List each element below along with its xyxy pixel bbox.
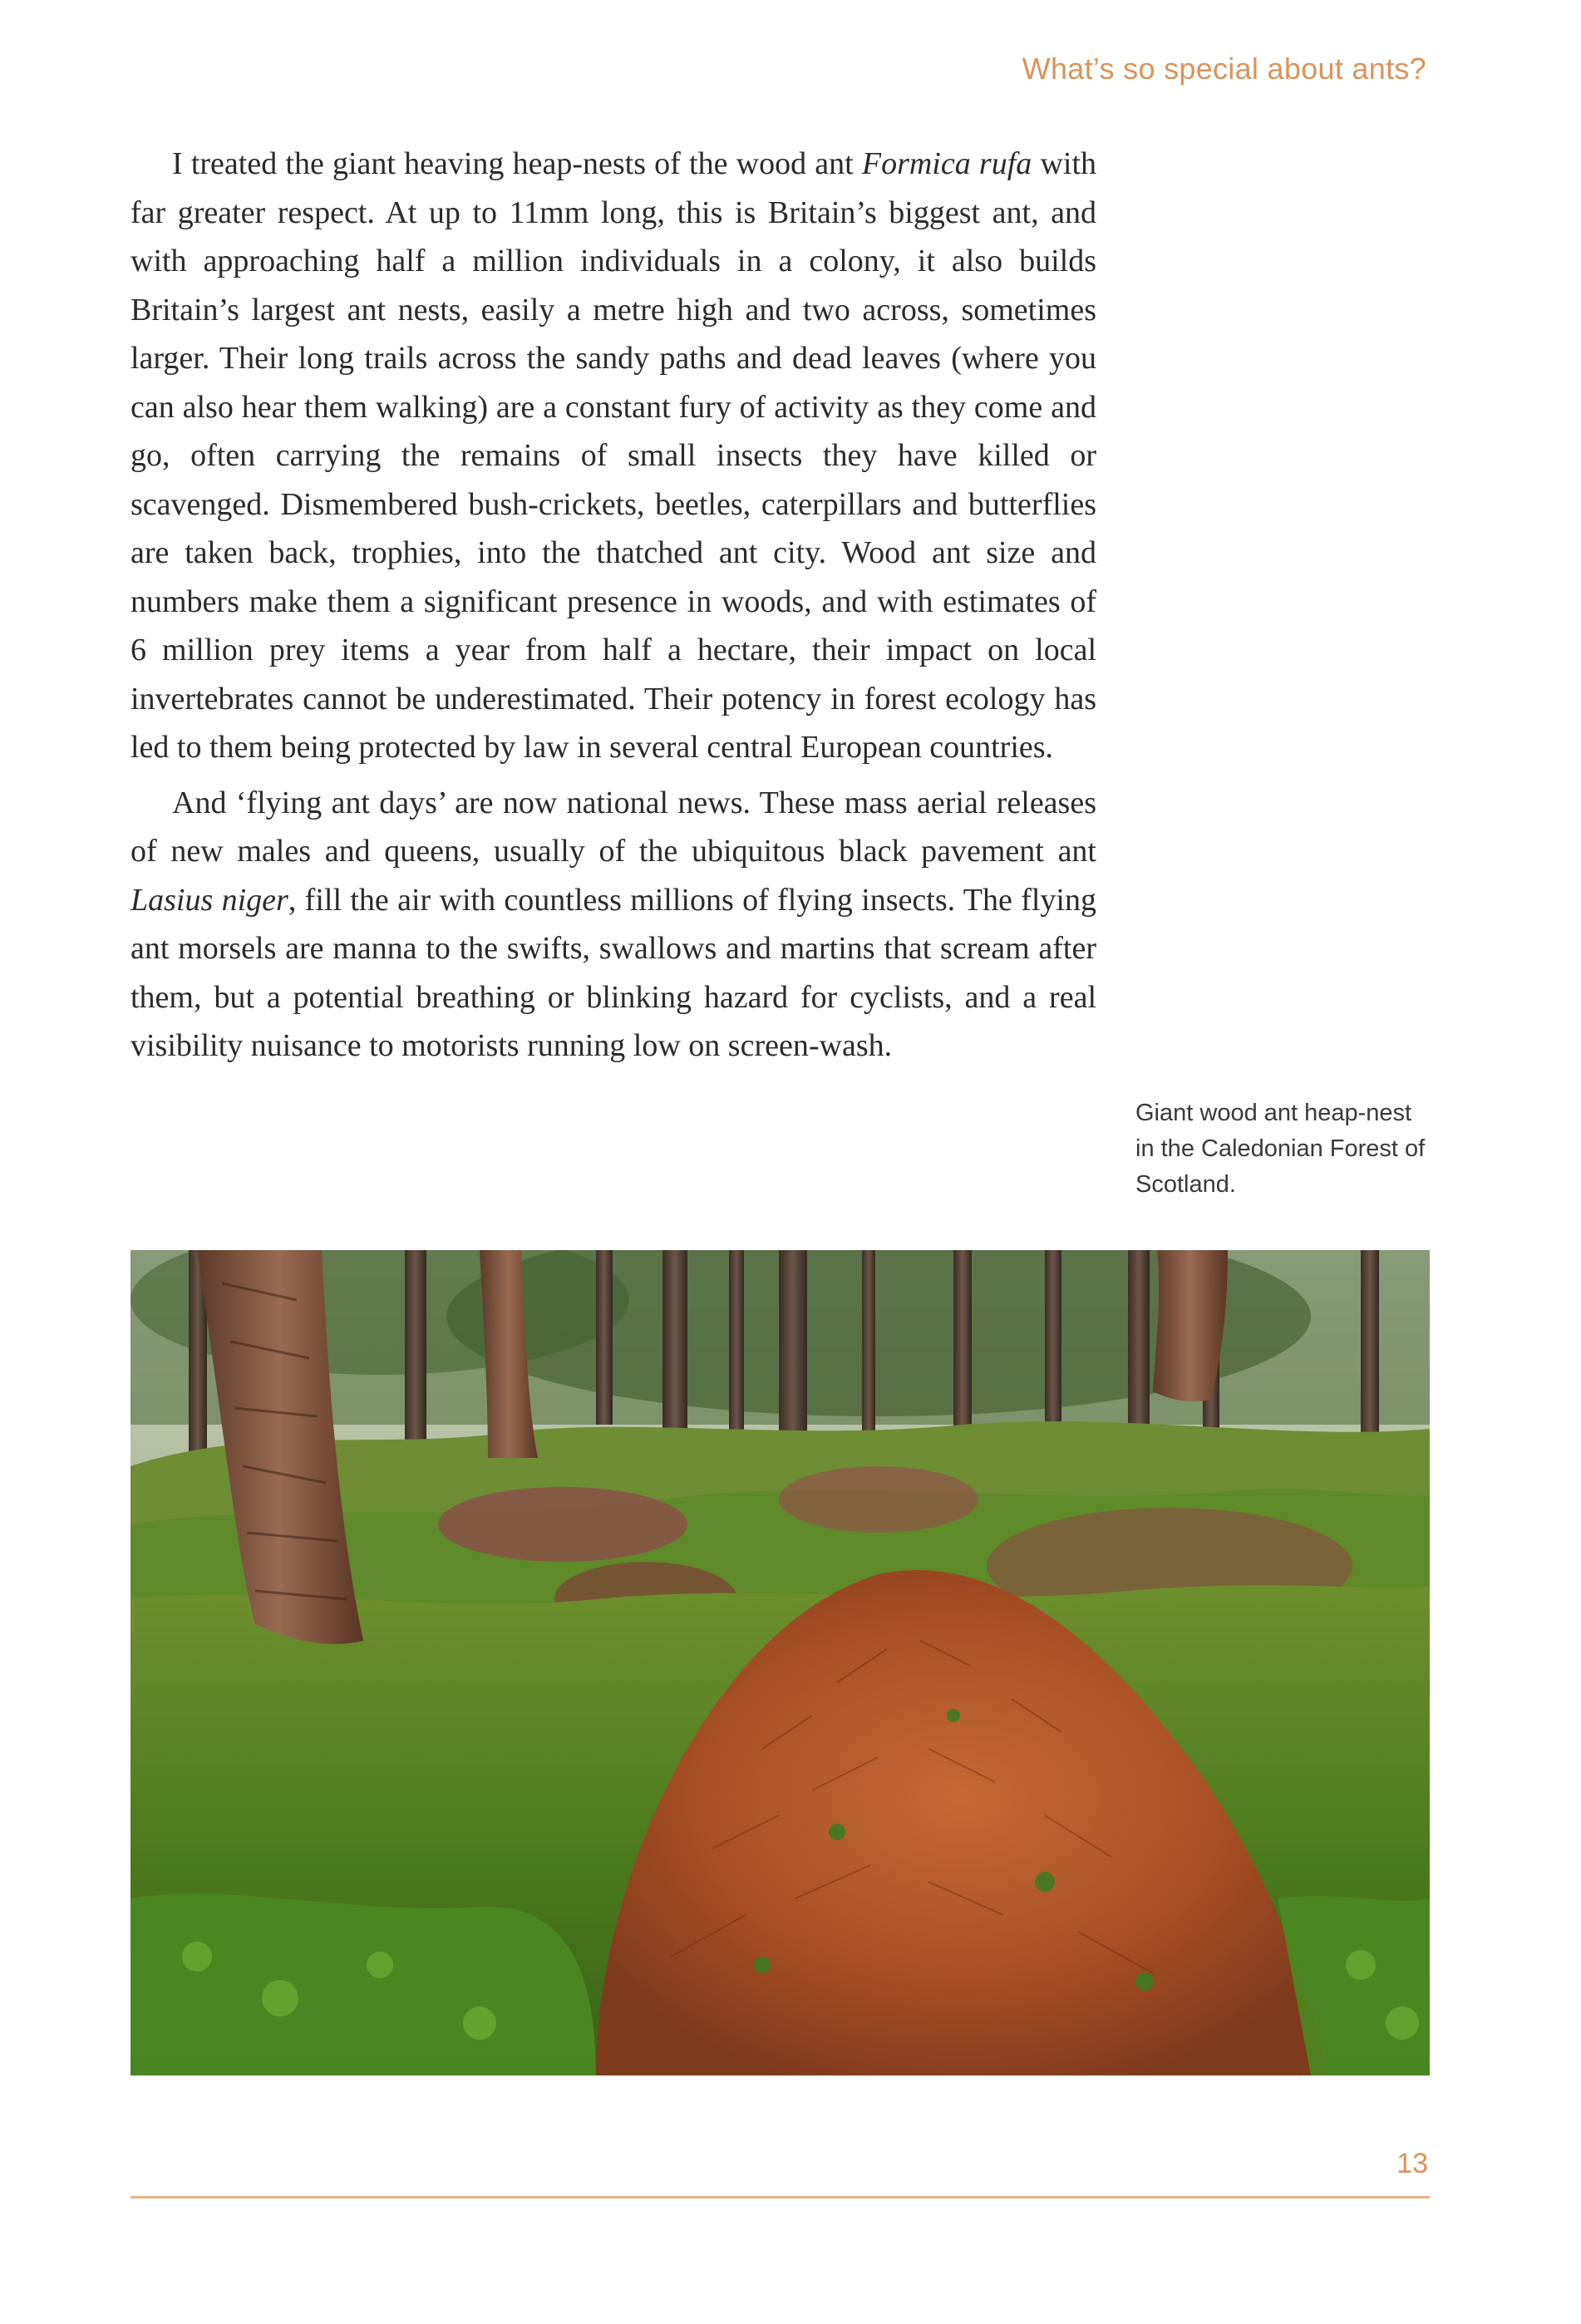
- article-body: [131, 140, 1096, 1071]
- paragraph-1-text-b: with far greater respect. At up to 11mm long, this is Britain’s biggest ant, and with approaching half a million individuals in a colony, it also builds Britain’s largest ant nests, easily a metre high and two across, sometimes larger. Their long trails across the sandy paths and dead leaves (where you can also hear them walking) are a constant fury of activity as they come and go, often carrying the remains of small insects they have killed or scavenged. Dismembered bush-crickets, beetles, caterpillars and butterflies are taken back, trophies, into the thatched ant city. Wood ant size and numbers make them a significant presence in woods, and with estimates of 6 million prey items a year from half a hectare, their impact on local invertebrates cannot be underestimated. Their potency in forest ecology has led to them being protected by law in several central European countries.: [131, 146, 1097, 765]
- species-name-formica-rufa: Formica rufa: [861, 146, 1032, 181]
- paragraph-1: [131, 140, 1096, 772]
- paragraph-2: [131, 779, 1096, 1071]
- forest-scene-illustration: [131, 1250, 1430, 2075]
- paragraph-2-text-b: , fill the air with countless millions of flying insects. The flying ant morsels are manna to the swifts, swallows and martins that scream after them, but a potential breathing or blinking hazard for cyclists, and a real visibility nuisance to motorists running low on screen-wash.: [131, 882, 1096, 1063]
- paragraph-1-text-a: I treated the giant heaving heap-nests of the wood ant: [172, 146, 862, 181]
- page-number: 13: [1396, 2148, 1428, 2179]
- footer-rule: [131, 2196, 1430, 2198]
- running-head-title: What’s so special about ants?: [1022, 52, 1426, 86]
- paragraph-2-text-a: And ‘flying ant days’ are now national news. These mass aerial releases of new males and queens, usually of the ubiquitous black pavement ant: [131, 785, 1096, 869]
- wood-ant-heap-nest-photo: [131, 1250, 1430, 2075]
- species-name-lasius-niger: Lasius niger: [131, 882, 288, 918]
- figure-caption: Giant wood ant heap-nest in the Caledonian Forest of Scotland.: [1135, 1100, 1426, 1198]
